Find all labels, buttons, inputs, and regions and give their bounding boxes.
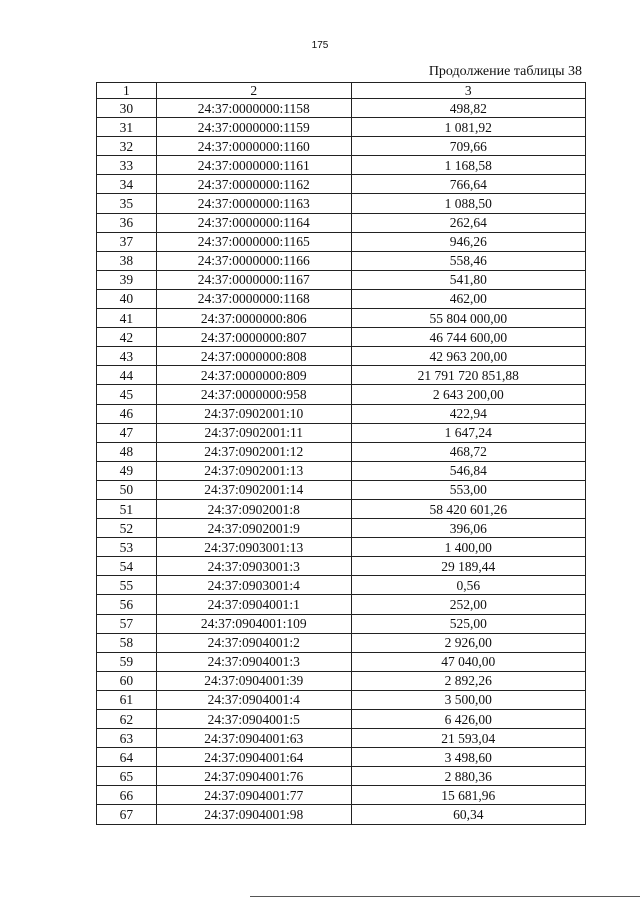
- value-cell: 2 880,36: [351, 767, 585, 786]
- row-number-cell: 66: [97, 786, 157, 805]
- table-row: [97, 499, 586, 518]
- row-number-cell: 64: [97, 748, 157, 767]
- cadastral-number-cell: 24:37:0904001:2: [156, 633, 351, 652]
- value-cell: 2 643 200,00: [351, 385, 585, 404]
- row-number-cell: 32: [97, 137, 157, 156]
- row-number-cell: 31: [97, 118, 157, 137]
- row-number-cell: 57: [97, 614, 157, 633]
- cadastral-number-cell: 24:37:0000000:807: [156, 328, 351, 347]
- table-row: [97, 442, 586, 461]
- value-cell: 422,94: [351, 404, 585, 423]
- cadastral-number-cell: 24:37:0904001:4: [156, 690, 351, 709]
- table-row: [97, 156, 586, 175]
- table-row: [97, 805, 586, 824]
- row-number-cell: 56: [97, 595, 157, 614]
- row-number-cell: 38: [97, 251, 157, 270]
- row-number-cell: 41: [97, 309, 157, 328]
- table-row: [97, 385, 586, 404]
- cadastral-number-cell: 24:37:0000000:1167: [156, 270, 351, 289]
- row-number-cell: 52: [97, 519, 157, 538]
- value-cell: 0,56: [351, 576, 585, 595]
- cadastral-number-cell: 24:37:0000000:1160: [156, 137, 351, 156]
- cadastral-number-cell: 24:37:0902001:12: [156, 442, 351, 461]
- table-row: [97, 614, 586, 633]
- value-cell: 6 426,00: [351, 710, 585, 729]
- value-cell: 29 189,44: [351, 557, 585, 576]
- row-number-cell: 43: [97, 347, 157, 366]
- table-row: [97, 137, 586, 156]
- cadastral-number-cell: 24:37:0904001:98: [156, 805, 351, 824]
- row-number-cell: 50: [97, 480, 157, 499]
- value-cell: 498,82: [351, 99, 585, 118]
- row-number-cell: 60: [97, 671, 157, 690]
- row-number-cell: 67: [97, 805, 157, 824]
- header-row: [97, 83, 586, 99]
- table-row: [97, 347, 586, 366]
- value-cell: 396,06: [351, 519, 585, 538]
- table-row: [97, 538, 586, 557]
- row-number-cell: 36: [97, 213, 157, 232]
- cadastral-number-cell: 24:37:0000000:1168: [156, 289, 351, 308]
- cadastral-number-cell: 24:37:0000000:1159: [156, 118, 351, 137]
- row-number-cell: 53: [97, 538, 157, 557]
- cadastral-number-cell: 24:37:0902001:10: [156, 404, 351, 423]
- row-number-cell: 42: [97, 328, 157, 347]
- table-row: [97, 576, 586, 595]
- value-cell: 1 081,92: [351, 118, 585, 137]
- value-cell: 553,00: [351, 480, 585, 499]
- row-number-cell: 65: [97, 767, 157, 786]
- value-cell: 1 088,50: [351, 194, 585, 213]
- table-row: [97, 328, 586, 347]
- header-col-2: 2: [156, 83, 351, 99]
- value-cell: 58 420 601,26: [351, 499, 585, 518]
- row-number-cell: 49: [97, 461, 157, 480]
- table-row: [97, 289, 586, 308]
- cadastral-number-cell: 24:37:0903001:4: [156, 576, 351, 595]
- table-row: [97, 671, 586, 690]
- row-number-cell: 40: [97, 289, 157, 308]
- table-row: [97, 748, 586, 767]
- cadastral-number-cell: 24:37:0000000:958: [156, 385, 351, 404]
- value-cell: 15 681,96: [351, 786, 585, 805]
- table-row: [97, 633, 586, 652]
- row-number-cell: 54: [97, 557, 157, 576]
- value-cell: 262,64: [351, 213, 585, 232]
- value-cell: 46 744 600,00: [351, 328, 585, 347]
- table-row: [97, 652, 586, 671]
- cadastral-number-cell: 24:37:0904001:109: [156, 614, 351, 633]
- cadastral-number-cell: 24:37:0904001:1: [156, 595, 351, 614]
- cadastral-number-cell: 24:37:0904001:3: [156, 652, 351, 671]
- value-cell: 2 892,26: [351, 671, 585, 690]
- value-cell: 525,00: [351, 614, 585, 633]
- header-col-3: 3: [351, 83, 585, 99]
- value-cell: 766,64: [351, 175, 585, 194]
- cadastral-number-cell: 24:37:0000000:1164: [156, 213, 351, 232]
- value-cell: 3 500,00: [351, 690, 585, 709]
- table-row: [97, 251, 586, 270]
- cadastral-number-cell: 24:37:0000000:1166: [156, 251, 351, 270]
- table-row: [97, 690, 586, 709]
- value-cell: 546,84: [351, 461, 585, 480]
- row-number-cell: 37: [97, 232, 157, 251]
- table-row: [97, 519, 586, 538]
- cadastral-number-cell: 24:37:0904001:5: [156, 710, 351, 729]
- value-cell: 1 168,58: [351, 156, 585, 175]
- table-row: [97, 175, 586, 194]
- value-cell: 21 593,04: [351, 729, 585, 748]
- table-row: [97, 423, 586, 442]
- row-number-cell: 48: [97, 442, 157, 461]
- value-cell: 60,34: [351, 805, 585, 824]
- table-row: [97, 595, 586, 614]
- cadastral-number-cell: 24:37:0000000:1163: [156, 194, 351, 213]
- table-header: [97, 83, 586, 99]
- cadastral-number-cell: 24:37:0902001:11: [156, 423, 351, 442]
- table-row: [97, 557, 586, 576]
- value-cell: 42 963 200,00: [351, 347, 585, 366]
- row-number-cell: 34: [97, 175, 157, 194]
- table-row: [97, 232, 586, 251]
- cadastral-number-cell: 24:37:0902001:13: [156, 461, 351, 480]
- value-cell: 462,00: [351, 289, 585, 308]
- cadastral-number-cell: 24:37:0902001:9: [156, 519, 351, 538]
- cadastral-number-cell: 24:37:0000000:809: [156, 366, 351, 385]
- cadastral-number-cell: 24:37:0000000:808: [156, 347, 351, 366]
- value-cell: 558,46: [351, 251, 585, 270]
- value-cell: 1 400,00: [351, 538, 585, 557]
- cadastral-number-cell: 24:37:0904001:63: [156, 729, 351, 748]
- table-row: [97, 118, 586, 137]
- table-row: [97, 404, 586, 423]
- value-cell: 709,66: [351, 137, 585, 156]
- row-number-cell: 33: [97, 156, 157, 175]
- table-row: [97, 767, 586, 786]
- table-row: [97, 99, 586, 118]
- table-row: [97, 366, 586, 385]
- table-row: [97, 786, 586, 805]
- table-row: [97, 480, 586, 499]
- value-cell: 946,26: [351, 232, 585, 251]
- cadastral-number-cell: 24:37:0904001:76: [156, 767, 351, 786]
- value-cell: 252,00: [351, 595, 585, 614]
- value-cell: 55 804 000,00: [351, 309, 585, 328]
- row-number-cell: 62: [97, 710, 157, 729]
- value-cell: 3 498,60: [351, 748, 585, 767]
- scan-edge-line: [250, 896, 640, 897]
- cadastral-number-cell: 24:37:0902001:14: [156, 480, 351, 499]
- row-number-cell: 45: [97, 385, 157, 404]
- value-cell: 2 926,00: [351, 633, 585, 652]
- table-row: [97, 213, 586, 232]
- data-table: [96, 82, 586, 825]
- table-body: [97, 99, 586, 825]
- cadastral-number-cell: 24:37:0903001:3: [156, 557, 351, 576]
- value-cell: 1 647,24: [351, 423, 585, 442]
- value-cell: 541,80: [351, 270, 585, 289]
- row-number-cell: 61: [97, 690, 157, 709]
- cadastral-number-cell: 24:37:0904001:77: [156, 786, 351, 805]
- value-cell: 468,72: [351, 442, 585, 461]
- row-number-cell: 30: [97, 99, 157, 118]
- cadastral-number-cell: 24:37:0000000:1165: [156, 232, 351, 251]
- row-number-cell: 55: [97, 576, 157, 595]
- table-row: [97, 270, 586, 289]
- table-row: [97, 710, 586, 729]
- cadastral-number-cell: 24:37:0902001:8: [156, 499, 351, 518]
- cadastral-number-cell: 24:37:0904001:64: [156, 748, 351, 767]
- row-number-cell: 63: [97, 729, 157, 748]
- cadastral-number-cell: 24:37:0000000:806: [156, 309, 351, 328]
- row-number-cell: 39: [97, 270, 157, 289]
- cadastral-number-cell: 24:37:0904001:39: [156, 671, 351, 690]
- row-number-cell: 47: [97, 423, 157, 442]
- value-cell: 47 040,00: [351, 652, 585, 671]
- row-number-cell: 59: [97, 652, 157, 671]
- page-number: 175: [311, 40, 329, 51]
- cadastral-number-cell: 24:37:0000000:1161: [156, 156, 351, 175]
- table-row: [97, 194, 586, 213]
- cadastral-number-cell: 24:37:0000000:1158: [156, 99, 351, 118]
- table-row: [97, 729, 586, 748]
- cadastral-number-cell: 24:37:0000000:1162: [156, 175, 351, 194]
- table-row: [97, 309, 586, 328]
- row-number-cell: 51: [97, 499, 157, 518]
- value-cell: 21 791 720 851,88: [351, 366, 585, 385]
- cadastral-number-cell: 24:37:0903001:13: [156, 538, 351, 557]
- header-col-1: 1: [97, 83, 157, 99]
- table-caption: Продолжение таблицы 38: [428, 64, 582, 79]
- row-number-cell: 58: [97, 633, 157, 652]
- table-row: [97, 461, 586, 480]
- row-number-cell: 35: [97, 194, 157, 213]
- row-number-cell: 44: [97, 366, 157, 385]
- row-number-cell: 46: [97, 404, 157, 423]
